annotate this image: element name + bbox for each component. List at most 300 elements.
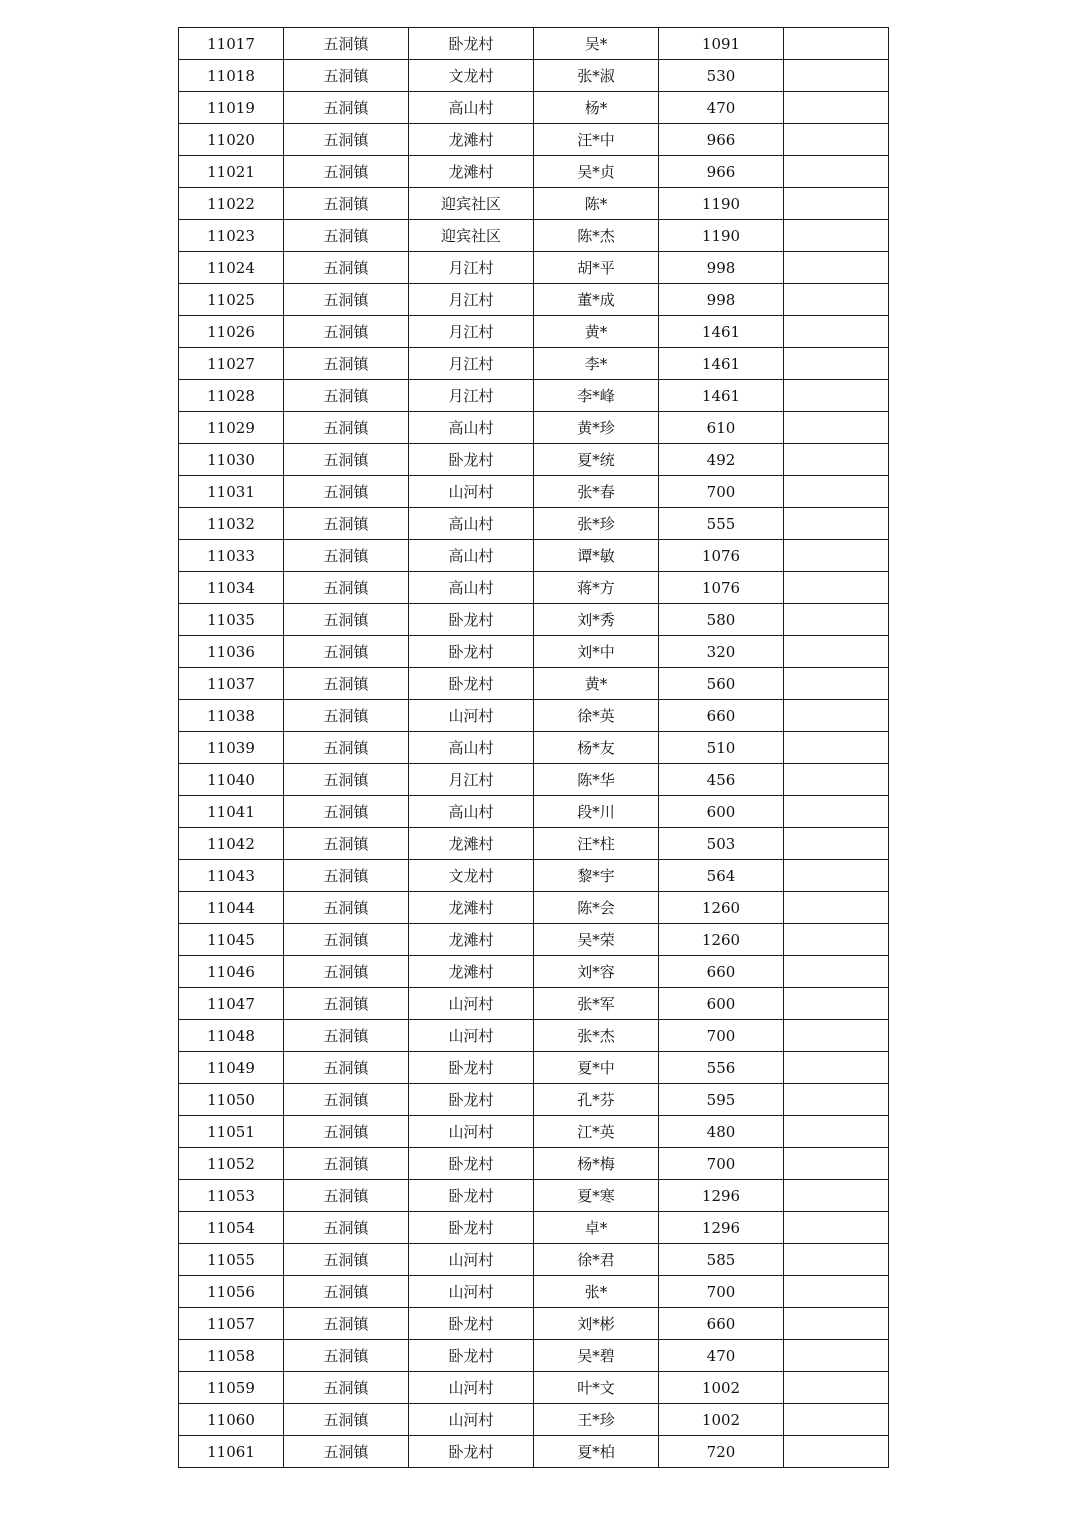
cell-note: [784, 28, 889, 60]
cell-note: [784, 1180, 889, 1212]
cell-amount: 966: [659, 124, 784, 156]
cell-note: [784, 1276, 889, 1308]
cell-town: 五洞镇: [284, 220, 409, 252]
cell-id: 11035: [179, 604, 284, 636]
cell-note: [784, 604, 889, 636]
cell-amount: 1002: [659, 1404, 784, 1436]
cell-name: 陈*杰: [534, 220, 659, 252]
cell-id: 11040: [179, 764, 284, 796]
cell-village: 高山村: [409, 540, 534, 572]
cell-name: 张*淑: [534, 60, 659, 92]
cell-village: 卧龙村: [409, 1148, 534, 1180]
cell-note: [784, 828, 889, 860]
table-row: [179, 476, 889, 508]
cell-note: [784, 1020, 889, 1052]
cell-name: 黄*: [534, 316, 659, 348]
cell-name: 张*军: [534, 988, 659, 1020]
cell-amount: 1190: [659, 220, 784, 252]
table-row: [179, 156, 889, 188]
table-row: [179, 1116, 889, 1148]
cell-amount: 998: [659, 284, 784, 316]
cell-name: 张*春: [534, 476, 659, 508]
cell-amount: 1076: [659, 572, 784, 604]
table-row: [179, 668, 889, 700]
cell-amount: 1296: [659, 1212, 784, 1244]
cell-id: 11031: [179, 476, 284, 508]
cell-village: 高山村: [409, 572, 534, 604]
cell-amount: 492: [659, 444, 784, 476]
cell-name: 夏*柏: [534, 1436, 659, 1468]
table-row: [179, 28, 889, 60]
cell-amount: 320: [659, 636, 784, 668]
cell-amount: 700: [659, 1020, 784, 1052]
cell-note: [784, 988, 889, 1020]
cell-note: [784, 412, 889, 444]
cell-note: [784, 380, 889, 412]
cell-amount: 700: [659, 476, 784, 508]
cell-id: 11026: [179, 316, 284, 348]
table-row: [179, 316, 889, 348]
cell-note: [784, 60, 889, 92]
cell-amount: 555: [659, 508, 784, 540]
cell-id: 11038: [179, 700, 284, 732]
table-row: [179, 1244, 889, 1276]
cell-name: 陈*: [534, 188, 659, 220]
cell-name: 刘*秀: [534, 604, 659, 636]
cell-amount: 700: [659, 1148, 784, 1180]
cell-village: 卧龙村: [409, 1180, 534, 1212]
cell-village: 卧龙村: [409, 1436, 534, 1468]
cell-id: 11030: [179, 444, 284, 476]
cell-note: [784, 1244, 889, 1276]
cell-id: 11042: [179, 828, 284, 860]
cell-name: 吴*荣: [534, 924, 659, 956]
cell-amount: 1461: [659, 348, 784, 380]
cell-town: 五洞镇: [284, 1020, 409, 1052]
cell-note: [784, 444, 889, 476]
table-row: [179, 508, 889, 540]
cell-amount: 610: [659, 412, 784, 444]
cell-id: 11059: [179, 1372, 284, 1404]
cell-name: 黄*珍: [534, 412, 659, 444]
cell-town: 五洞镇: [284, 380, 409, 412]
cell-town: 五洞镇: [284, 572, 409, 604]
cell-village: 文龙村: [409, 860, 534, 892]
cell-name: 汪*柱: [534, 828, 659, 860]
cell-note: [784, 1148, 889, 1180]
cell-village: 高山村: [409, 508, 534, 540]
cell-note: [784, 284, 889, 316]
cell-id: 11047: [179, 988, 284, 1020]
cell-note: [784, 732, 889, 764]
cell-town: 五洞镇: [284, 60, 409, 92]
cell-amount: 1190: [659, 188, 784, 220]
cell-id: 11058: [179, 1340, 284, 1372]
table-row: [179, 1372, 889, 1404]
table-row: [179, 764, 889, 796]
cell-town: 五洞镇: [284, 636, 409, 668]
cell-town: 五洞镇: [284, 1244, 409, 1276]
cell-amount: 1076: [659, 540, 784, 572]
cell-id: 11018: [179, 60, 284, 92]
cell-name: 吴*碧: [534, 1340, 659, 1372]
cell-note: [784, 348, 889, 380]
cell-town: 五洞镇: [284, 476, 409, 508]
table-row: [179, 1308, 889, 1340]
cell-note: [784, 572, 889, 604]
cell-name: 叶*文: [534, 1372, 659, 1404]
table-row: [179, 124, 889, 156]
cell-name: 黎*宇: [534, 860, 659, 892]
table-row: [179, 284, 889, 316]
cell-town: 五洞镇: [284, 988, 409, 1020]
cell-id: 11027: [179, 348, 284, 380]
cell-name: 董*成: [534, 284, 659, 316]
table-row: [179, 572, 889, 604]
table-row: [179, 1084, 889, 1116]
table-row: [179, 636, 889, 668]
cell-amount: 470: [659, 92, 784, 124]
cell-town: 五洞镇: [284, 796, 409, 828]
cell-id: 11044: [179, 892, 284, 924]
cell-village: 山河村: [409, 1244, 534, 1276]
table-row: [179, 92, 889, 124]
cell-name: 张*: [534, 1276, 659, 1308]
cell-name: 胡*平: [534, 252, 659, 284]
cell-village: 卧龙村: [409, 444, 534, 476]
cell-amount: 560: [659, 668, 784, 700]
cell-note: [784, 1340, 889, 1372]
table-row: [179, 1404, 889, 1436]
cell-name: 夏*寒: [534, 1180, 659, 1212]
cell-village: 卧龙村: [409, 1084, 534, 1116]
cell-town: 五洞镇: [284, 604, 409, 636]
cell-amount: 1296: [659, 1180, 784, 1212]
cell-id: 11054: [179, 1212, 284, 1244]
cell-village: 卧龙村: [409, 668, 534, 700]
cell-village: 山河村: [409, 1404, 534, 1436]
table-row: [179, 956, 889, 988]
cell-village: 龙滩村: [409, 828, 534, 860]
cell-name: 张*珍: [534, 508, 659, 540]
cell-town: 五洞镇: [284, 444, 409, 476]
cell-note: [784, 924, 889, 956]
cell-town: 五洞镇: [284, 124, 409, 156]
cell-id: 11043: [179, 860, 284, 892]
cell-name: 刘*彬: [534, 1308, 659, 1340]
cell-amount: 1260: [659, 892, 784, 924]
cell-village: 山河村: [409, 476, 534, 508]
cell-village: 月江村: [409, 316, 534, 348]
cell-village: 月江村: [409, 764, 534, 796]
cell-town: 五洞镇: [284, 1180, 409, 1212]
table-row: [179, 604, 889, 636]
table-row: [179, 1020, 889, 1052]
cell-id: 11028: [179, 380, 284, 412]
cell-amount: 580: [659, 604, 784, 636]
cell-village: 卧龙村: [409, 604, 534, 636]
cell-name: 徐*英: [534, 700, 659, 732]
cell-name: 夏*统: [534, 444, 659, 476]
cell-amount: 720: [659, 1436, 784, 1468]
cell-village: 卧龙村: [409, 1052, 534, 1084]
cell-note: [784, 476, 889, 508]
cell-note: [784, 860, 889, 892]
cell-name: 杨*: [534, 92, 659, 124]
cell-note: [784, 1308, 889, 1340]
cell-town: 五洞镇: [284, 1084, 409, 1116]
cell-amount: 600: [659, 796, 784, 828]
cell-town: 五洞镇: [284, 92, 409, 124]
cell-name: 王*珍: [534, 1404, 659, 1436]
cell-village: 高山村: [409, 92, 534, 124]
cell-id: 11034: [179, 572, 284, 604]
cell-id: 11023: [179, 220, 284, 252]
cell-name: 蒋*方: [534, 572, 659, 604]
cell-note: [784, 1404, 889, 1436]
cell-town: 五洞镇: [284, 1372, 409, 1404]
cell-village: 迎宾社区: [409, 220, 534, 252]
table-row: [179, 60, 889, 92]
cell-name: 李*: [534, 348, 659, 380]
cell-id: 11057: [179, 1308, 284, 1340]
table-row: [179, 828, 889, 860]
cell-name: 江*英: [534, 1116, 659, 1148]
table-body: [179, 28, 889, 1468]
cell-amount: 1091: [659, 28, 784, 60]
table-row: [179, 1436, 889, 1468]
cell-village: 月江村: [409, 284, 534, 316]
cell-note: [784, 124, 889, 156]
cell-amount: 456: [659, 764, 784, 796]
cell-id: 11036: [179, 636, 284, 668]
cell-amount: 503: [659, 828, 784, 860]
cell-name: 杨*梅: [534, 1148, 659, 1180]
cell-town: 五洞镇: [284, 732, 409, 764]
cell-village: 高山村: [409, 796, 534, 828]
table-row: [179, 1148, 889, 1180]
table-row: [179, 540, 889, 572]
table-row: [179, 1212, 889, 1244]
cell-name: 徐*君: [534, 1244, 659, 1276]
cell-village: 高山村: [409, 412, 534, 444]
cell-town: 五洞镇: [284, 540, 409, 572]
cell-id: 11029: [179, 412, 284, 444]
cell-id: 11051: [179, 1116, 284, 1148]
cell-amount: 595: [659, 1084, 784, 1116]
cell-id: 11039: [179, 732, 284, 764]
cell-id: 11046: [179, 956, 284, 988]
cell-town: 五洞镇: [284, 1276, 409, 1308]
cell-name: 谭*敏: [534, 540, 659, 572]
cell-note: [784, 700, 889, 732]
cell-amount: 564: [659, 860, 784, 892]
cell-note: [784, 1436, 889, 1468]
cell-id: 11033: [179, 540, 284, 572]
cell-id: 11048: [179, 1020, 284, 1052]
cell-village: 山河村: [409, 700, 534, 732]
cell-name: 李*峰: [534, 380, 659, 412]
cell-village: 卧龙村: [409, 28, 534, 60]
table-row: [179, 380, 889, 412]
cell-amount: 660: [659, 956, 784, 988]
cell-id: 11032: [179, 508, 284, 540]
cell-town: 五洞镇: [284, 252, 409, 284]
cell-village: 山河村: [409, 988, 534, 1020]
cell-note: [784, 220, 889, 252]
cell-note: [784, 188, 889, 220]
cell-town: 五洞镇: [284, 924, 409, 956]
cell-town: 五洞镇: [284, 764, 409, 796]
cell-name: 杨*友: [534, 732, 659, 764]
cell-name: 黄*: [534, 668, 659, 700]
cell-id: 11037: [179, 668, 284, 700]
cell-village: 山河村: [409, 1116, 534, 1148]
cell-id: 11041: [179, 796, 284, 828]
cell-town: 五洞镇: [284, 956, 409, 988]
cell-id: 11055: [179, 1244, 284, 1276]
cell-town: 五洞镇: [284, 860, 409, 892]
cell-name: 刘*容: [534, 956, 659, 988]
cell-amount: 1002: [659, 1372, 784, 1404]
cell-name: 张*杰: [534, 1020, 659, 1052]
cell-town: 五洞镇: [284, 1148, 409, 1180]
cell-id: 11022: [179, 188, 284, 220]
cell-id: 11061: [179, 1436, 284, 1468]
table-row: [179, 188, 889, 220]
cell-village: 文龙村: [409, 60, 534, 92]
cell-note: [784, 1084, 889, 1116]
cell-amount: 530: [659, 60, 784, 92]
cell-note: [784, 1116, 889, 1148]
cell-town: 五洞镇: [284, 1052, 409, 1084]
cell-note: [784, 252, 889, 284]
cell-town: 五洞镇: [284, 668, 409, 700]
cell-village: 迎宾社区: [409, 188, 534, 220]
cell-amount: 660: [659, 700, 784, 732]
cell-name: 陈*会: [534, 892, 659, 924]
cell-amount: 1260: [659, 924, 784, 956]
table-row: [179, 348, 889, 380]
table-row: [179, 924, 889, 956]
cell-town: 五洞镇: [284, 1212, 409, 1244]
cell-note: [784, 508, 889, 540]
cell-id: 11045: [179, 924, 284, 956]
cell-amount: 480: [659, 1116, 784, 1148]
cell-village: 卧龙村: [409, 1212, 534, 1244]
cell-note: [784, 92, 889, 124]
table-row: [179, 1276, 889, 1308]
cell-village: 龙滩村: [409, 156, 534, 188]
cell-id: 11049: [179, 1052, 284, 1084]
table-row: [179, 1180, 889, 1212]
cell-id: 11019: [179, 92, 284, 124]
cell-amount: 510: [659, 732, 784, 764]
cell-village: 山河村: [409, 1020, 534, 1052]
cell-id: 11060: [179, 1404, 284, 1436]
data-table: [178, 27, 889, 1468]
cell-id: 11056: [179, 1276, 284, 1308]
cell-note: [784, 156, 889, 188]
cell-name: 吴*: [534, 28, 659, 60]
cell-name: 卓*: [534, 1212, 659, 1244]
cell-town: 五洞镇: [284, 348, 409, 380]
table-row: [179, 892, 889, 924]
cell-town: 五洞镇: [284, 1340, 409, 1372]
cell-amount: 470: [659, 1340, 784, 1372]
cell-town: 五洞镇: [284, 700, 409, 732]
cell-town: 五洞镇: [284, 28, 409, 60]
cell-name: 吴*贞: [534, 156, 659, 188]
cell-note: [784, 636, 889, 668]
cell-amount: 600: [659, 988, 784, 1020]
cell-amount: 585: [659, 1244, 784, 1276]
cell-village: 月江村: [409, 252, 534, 284]
cell-name: 陈*华: [534, 764, 659, 796]
cell-id: 11017: [179, 28, 284, 60]
cell-id: 11020: [179, 124, 284, 156]
cell-id: 11021: [179, 156, 284, 188]
table-row: [179, 796, 889, 828]
cell-amount: 1461: [659, 316, 784, 348]
cell-town: 五洞镇: [284, 1436, 409, 1468]
cell-note: [784, 796, 889, 828]
cell-village: 月江村: [409, 380, 534, 412]
cell-village: 龙滩村: [409, 892, 534, 924]
cell-note: [784, 1372, 889, 1404]
cell-town: 五洞镇: [284, 892, 409, 924]
cell-id: 11024: [179, 252, 284, 284]
table-row: [179, 988, 889, 1020]
cell-village: 高山村: [409, 732, 534, 764]
cell-village: 龙滩村: [409, 924, 534, 956]
cell-note: [784, 668, 889, 700]
cell-town: 五洞镇: [284, 156, 409, 188]
cell-amount: 1461: [659, 380, 784, 412]
cell-note: [784, 764, 889, 796]
cell-id: 11052: [179, 1148, 284, 1180]
cell-amount: 966: [659, 156, 784, 188]
cell-name: 汪*中: [534, 124, 659, 156]
cell-id: 11025: [179, 284, 284, 316]
cell-note: [784, 1212, 889, 1244]
cell-town: 五洞镇: [284, 1308, 409, 1340]
table-row: [179, 1052, 889, 1084]
cell-town: 五洞镇: [284, 508, 409, 540]
cell-name: 孔*芬: [534, 1084, 659, 1116]
cell-village: 卧龙村: [409, 636, 534, 668]
cell-town: 五洞镇: [284, 412, 409, 444]
cell-village: 龙滩村: [409, 124, 534, 156]
cell-amount: 998: [659, 252, 784, 284]
table-row: [179, 732, 889, 764]
cell-name: 段*川: [534, 796, 659, 828]
table-row: [179, 412, 889, 444]
table-row: [179, 1340, 889, 1372]
table-row: [179, 444, 889, 476]
cell-amount: 700: [659, 1276, 784, 1308]
cell-name: 夏*中: [534, 1052, 659, 1084]
cell-amount: 556: [659, 1052, 784, 1084]
cell-amount: 660: [659, 1308, 784, 1340]
table-row: [179, 252, 889, 284]
cell-town: 五洞镇: [284, 828, 409, 860]
cell-town: 五洞镇: [284, 1404, 409, 1436]
cell-name: 刘*中: [534, 636, 659, 668]
cell-note: [784, 316, 889, 348]
table-row: [179, 220, 889, 252]
cell-village: 龙滩村: [409, 956, 534, 988]
